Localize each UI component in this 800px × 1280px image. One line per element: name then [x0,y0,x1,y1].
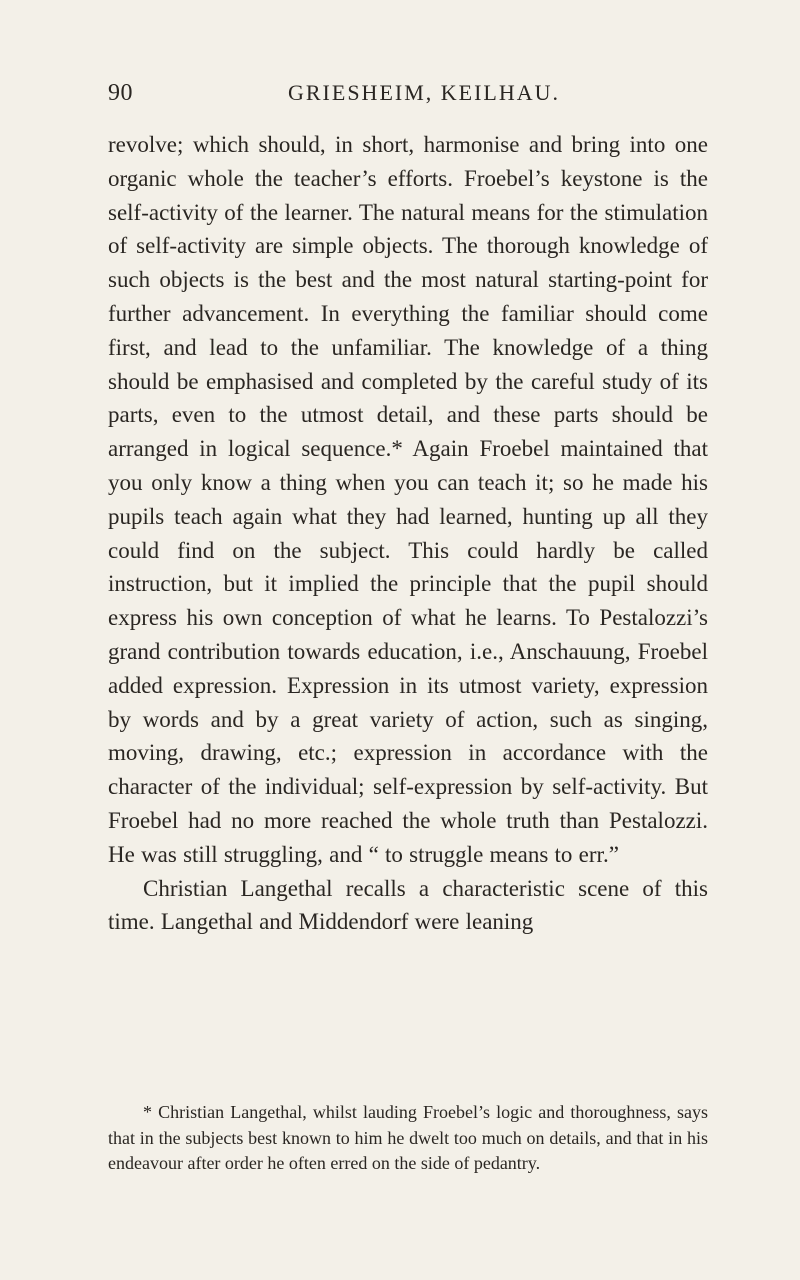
paragraph: Christian Langethal recalls a characteristic scene of this time. Langethal and Middendorf were leaning [108,875,708,935]
main-text [108,128,708,939]
page-header [108,80,708,114]
running-head: GRIESHEIM, KEILHAU. [288,80,561,105]
page-number: 90 [108,80,133,106]
footnote: * Christian Langethal, whilst lauding Froebel’s logic and thoroughness, says that in the subjects best known to him he dwelt too much on details, and that in his endeavour after order he often erred on the side of pedantry. [108,1102,708,1173]
paragraph: revolve; which should, in short, harmonise and bring into one organic whole the teacher’s efforts. Froebel’s keystone is the self-activity of the learner. The natural means for the stimulation of self-activity are simple objects. The thorough knowledge of such objects is the best and the most natural starting-point for further advancement. In everything the familiar should come first, and lead to the unfamiliar. The knowledge of a thing should be emphasised and completed by the careful study of its parts, even to the utmost detail, and these parts should be arranged in logical sequence.* Again Froebel maintained that you only know a thing when you can teach it; so he made his pupils teach again what they had learned, hunting up all they could find on the subject. This could hardly be called instruction, but it implied the principle that the pupil should express his own conception of what he learns. To Pestalozzi’s grand contribution towards education, i.e., Anschauung, Froebel added expression. Expression in its utmost variety, expression by words and by a great variety of action, such as singing, moving, drawing, etc.; expression in accordance with the character of the individual; self-expression by self-activity. But Froebel had no more reached the whole truth than Pestalozzi. He was still struggling, and “ to struggle means to err.” [108,132,708,867]
